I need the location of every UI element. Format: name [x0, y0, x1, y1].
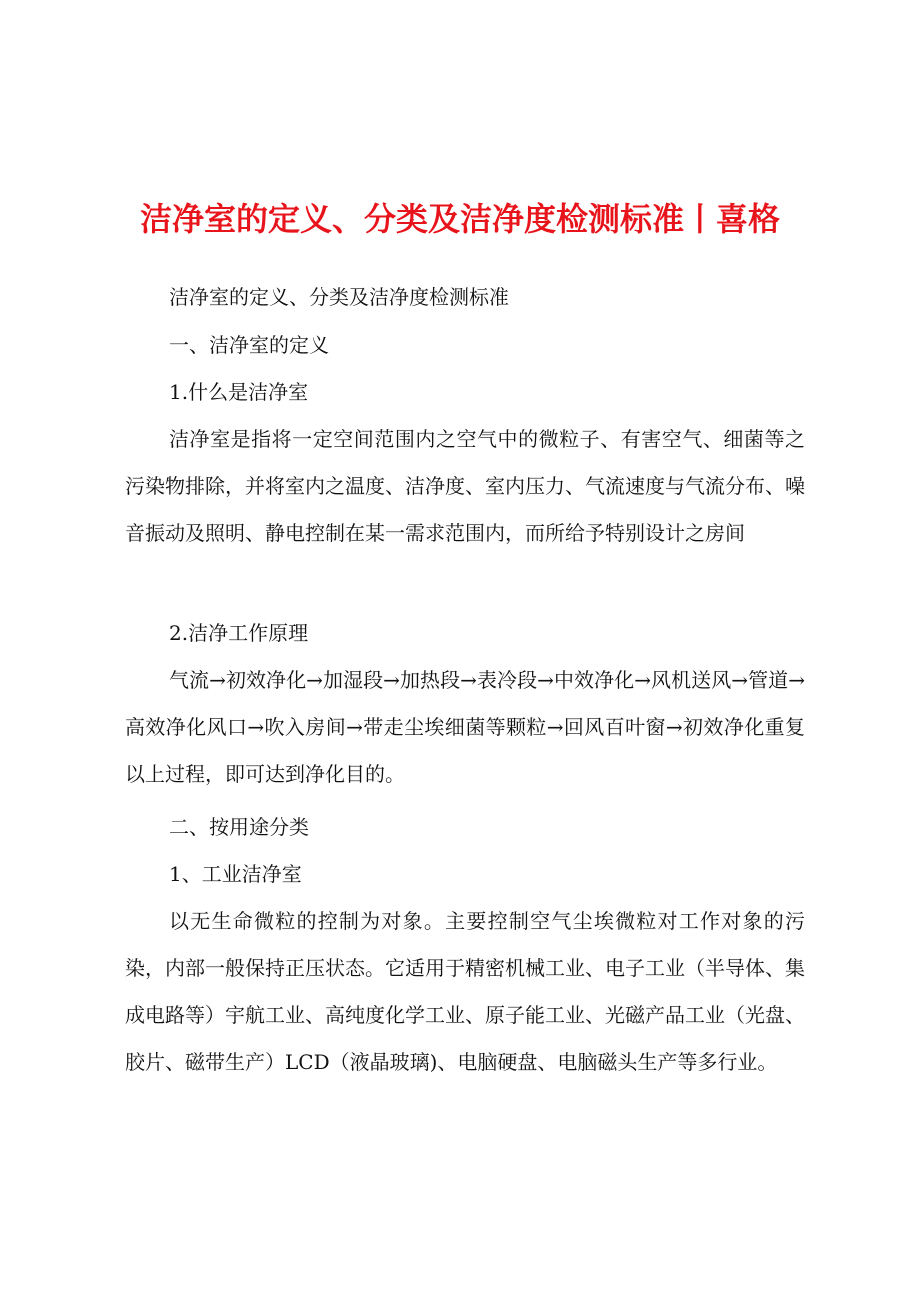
section-heading-classification: 二、按用途分类 — [169, 815, 309, 839]
subheading-working-principle: 2.洁净工作原理 — [169, 621, 309, 645]
subtitle-paragraph: 洁净室的定义、分类及洁净度检测标准 — [169, 285, 509, 309]
section-heading-definition: 一、洁净室的定义 — [169, 333, 329, 357]
subheading-industrial-cleanroom: 1、工业洁净室 — [169, 862, 302, 886]
page-title: 洁净室的定义、分类及洁净度检测标准丨喜格 — [139, 200, 780, 238]
industrial-cleanroom-paragraph: 以无生命微粒的控制为对象。主要控制空气尘埃微粒对工作对象的污染，内部一般保持正压状态。它适用于精密机械工业、电子工业（半导体、集成电路等）宇航工业、高纯度化学工业、原子能工业、光磁产品工业（光盘、胶片、磁带生产）LCD（液晶玻璃)、电脑硬盘、电脑磁头生产等多行业。 — [125, 909, 805, 1074]
definition-paragraph: 洁净室是指将一定空间范围内之空气中的微粒子、有害空气、细菌等之污染物排除，并将室内之温度、洁净度、室内压力、气流速度与气流分布、噪音振动及照明、静电控制在某一需求范围内，而所给予特别设计之房间 — [125, 427, 805, 545]
subheading-what-is-cleanroom: 1.什么是洁净室 — [169, 380, 309, 404]
airflow-process-paragraph: 气流→初效净化→加湿段→加热段→表冷段→中效净化→风机送风→管道→高效净化风口→吹入房间→带走尘埃细菌等颗粒→回风百叶窗→初效净化重复以上过程，即可达到净化目的。 — [125, 668, 805, 786]
